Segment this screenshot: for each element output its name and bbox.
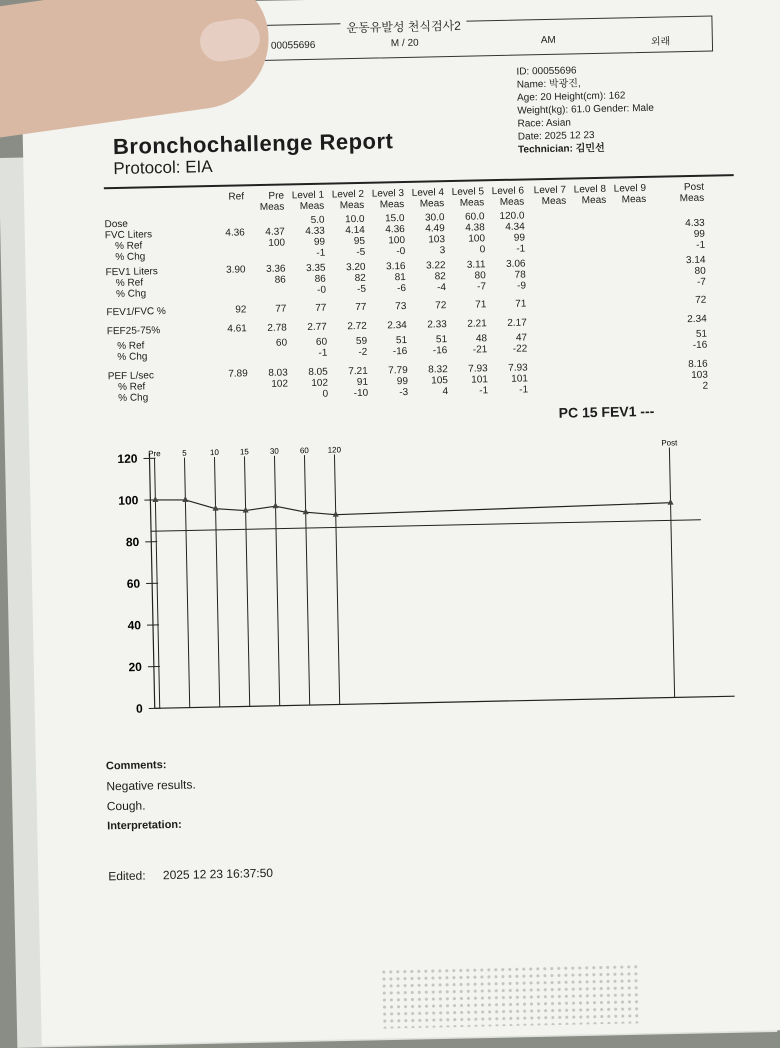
edited-label: Edited:	[108, 869, 146, 884]
table-cell: 2	[668, 381, 708, 393]
perforation-stamp	[380, 963, 641, 1028]
table-row-label: % Ref	[117, 340, 144, 352]
table-row-label: % Ref	[116, 277, 143, 289]
comments-label: Comments:	[106, 754, 196, 776]
table-cell: 8.05	[288, 367, 328, 379]
table-col-header: Post	[664, 182, 704, 194]
table-cell: 7.93	[448, 363, 488, 375]
table-cell: 3.90	[205, 264, 245, 276]
table-cell: 4.33	[665, 218, 705, 230]
table-cell: 4.36	[365, 224, 405, 236]
table-cell: -9	[486, 280, 526, 292]
table-cell	[529, 343, 569, 344]
table-cell: 81	[366, 272, 406, 284]
table-cell: 100	[365, 235, 405, 247]
table-cell: 80	[666, 266, 706, 278]
x-dose-line	[669, 447, 674, 697]
table-col-subheader: Meas	[444, 197, 484, 209]
header-sex-age: M / 20	[391, 38, 419, 50]
patient-date: Date: 2025 12 23	[518, 128, 655, 144]
table-cell	[607, 230, 647, 231]
table-col-subheader: Meas	[244, 202, 284, 214]
table-cell: -3	[368, 387, 408, 399]
report-title: Bronchochallenge Report	[113, 128, 394, 160]
y-tick-label: 0	[136, 702, 143, 716]
table-row-label: PEF L/sec	[108, 370, 154, 382]
table-cell	[607, 256, 647, 257]
table-col-header: Level 7	[526, 185, 566, 197]
table-cell: 2.21	[447, 318, 487, 330]
table-cell	[567, 220, 607, 221]
table-cell: 4	[408, 386, 448, 398]
fev1-data-point	[667, 499, 673, 505]
table-cell	[569, 342, 609, 343]
table-cell: 5.0	[284, 215, 324, 227]
table-cell: 60	[287, 337, 327, 349]
table-col-subheader: Meas	[606, 194, 646, 206]
patient-id: ID: 00055696	[516, 63, 653, 79]
fev1-data-point	[243, 506, 249, 512]
table-col-header: Level 4	[404, 187, 444, 199]
header-time: AM	[541, 35, 556, 46]
comment-line: Cough.	[107, 794, 197, 816]
table-cell: 3.20	[325, 262, 365, 274]
table-cell: 102	[288, 378, 328, 390]
table-cell	[244, 216, 284, 217]
pc15-label: PC 15 FEV1 ---	[558, 403, 654, 421]
table-cell: -0	[365, 246, 405, 258]
table-cell: -16	[667, 340, 707, 352]
table-cell	[609, 341, 649, 342]
table-cell	[567, 257, 607, 258]
fev1-data-point	[152, 496, 158, 502]
table-col-header: Level 2	[324, 189, 364, 201]
table-cell: 101	[448, 374, 488, 386]
table-cell: 77	[246, 303, 286, 315]
table-cell: 2.33	[407, 319, 447, 331]
table-cell: 3	[405, 245, 445, 257]
table-cell: 60	[247, 337, 287, 349]
table-cell	[606, 208, 646, 209]
table-cell: 2.17	[487, 317, 527, 329]
table-cell	[206, 286, 246, 287]
table-cell: 0	[445, 244, 485, 256]
table-cell: 4.61	[207, 323, 247, 335]
table-col-header: Pre	[244, 191, 284, 203]
table-cell: -1	[287, 348, 327, 360]
table-row-label: FVC Liters	[105, 229, 152, 241]
table-row-label: % Ref	[115, 240, 142, 252]
table-cell: 103	[668, 370, 708, 382]
table-cell: 4.36	[205, 227, 245, 239]
table-cell	[568, 268, 608, 269]
table-cell: -7	[666, 277, 706, 289]
table-row-label: Dose	[104, 219, 128, 230]
patient-name: Name: 박광진,	[517, 76, 654, 92]
x-dose-line	[334, 455, 339, 705]
table-cell: 4.34	[485, 221, 525, 233]
table-row-label: % Chg	[116, 288, 146, 300]
table-cell: 3.36	[245, 263, 285, 275]
patient-technician: Technician: 김민선	[518, 141, 655, 157]
table-col-header: Level 6	[484, 185, 524, 197]
table-cell	[205, 249, 245, 250]
y-axis	[149, 453, 154, 708]
comment-line: Negative results.	[106, 774, 196, 796]
table-cell	[530, 384, 570, 385]
table-cell	[608, 278, 648, 279]
table-cell	[208, 390, 248, 391]
table-cell	[528, 298, 568, 299]
table-cell: 73	[366, 301, 406, 313]
x-axis	[155, 695, 735, 708]
table-cell: 71	[446, 299, 486, 311]
table-cell: 2.78	[247, 322, 287, 334]
table-cell: 4.37	[245, 227, 285, 239]
patient-info	[516, 63, 654, 157]
table-cell: 3.35	[285, 263, 325, 275]
table-cell	[207, 338, 247, 339]
table-cell	[567, 242, 607, 243]
header-id: 00055696	[271, 40, 316, 52]
table-cell	[567, 231, 607, 232]
y-tick-label: 20	[128, 660, 142, 674]
header-type: 외래	[651, 32, 671, 47]
header-title: 운동유발성 천식검사2	[340, 17, 467, 37]
table-cell: 3.22	[405, 260, 445, 272]
table-cell	[570, 383, 610, 384]
table-cell: 0	[288, 389, 328, 401]
x-tick-label: 30	[270, 447, 280, 456]
table-cell	[526, 210, 566, 211]
threshold-line	[151, 520, 701, 532]
patient-age-height: Age: 20 Height(cm): 162	[517, 89, 654, 105]
table-col-subheader: Meas	[664, 193, 704, 205]
table-cell: -1	[665, 240, 705, 252]
table-cell: -10	[328, 388, 368, 400]
table-cell: -1	[485, 243, 525, 255]
table-cell	[527, 243, 567, 244]
table-cell: 77	[326, 302, 366, 314]
table-cell: 92	[206, 304, 246, 316]
y-tick-label: 100	[118, 493, 139, 507]
interpretation-label: Interpretation:	[107, 814, 197, 836]
table-cell: 8.03	[248, 367, 288, 379]
table-row-label: FEV1 Liters	[105, 266, 157, 278]
table-cell	[570, 372, 610, 373]
table-col-subheader: Meas	[364, 199, 404, 211]
table-col-header: Level 9	[606, 183, 646, 195]
table-cell: 77	[286, 303, 326, 315]
table-cell: 71	[486, 298, 526, 310]
table-cell: 99	[485, 232, 525, 244]
table-col-subheader: Meas	[566, 195, 606, 207]
x-tick-label: Pre	[148, 449, 161, 458]
table-cell: -7	[446, 281, 486, 293]
fev1-data-point	[333, 511, 339, 517]
table-row-label: % Ref	[118, 381, 145, 393]
table-row-label: % Chg	[117, 351, 147, 363]
table-cell: 2.34	[367, 320, 407, 332]
table-cell	[609, 315, 649, 316]
table-cell	[529, 317, 569, 318]
table-row-label: % Chg	[118, 392, 148, 404]
table-cell: 8.16	[668, 359, 708, 371]
table-cell: -16	[367, 346, 407, 358]
table-cell: 2.34	[667, 314, 707, 326]
table-cell: 99	[368, 376, 408, 388]
table-cell: -1	[488, 384, 528, 396]
x-dose-line	[244, 456, 249, 706]
table-cell: 105	[408, 375, 448, 387]
table-cell: 4.49	[405, 223, 445, 235]
table-cell: 82	[406, 271, 446, 283]
table-cell	[528, 280, 568, 281]
table-cell: -5	[326, 284, 366, 296]
table-cell: -4	[406, 282, 446, 294]
x-tick-label: 15	[240, 447, 250, 456]
table-cell: 100	[245, 238, 285, 250]
table-cell: 95	[325, 236, 365, 248]
x-dose-line	[304, 455, 309, 705]
fev1-data-point	[182, 496, 188, 502]
table-cell	[609, 330, 649, 331]
x-tick-label: Post	[661, 438, 678, 447]
table-cell: -22	[487, 343, 527, 355]
table-cell	[527, 221, 567, 222]
table-cell	[568, 297, 608, 298]
table-cell: 10.0	[324, 214, 364, 226]
table-cell	[530, 362, 570, 363]
table-col-subheader: Meas	[404, 198, 444, 210]
x-dose-line	[214, 457, 219, 707]
table-cell: -5	[325, 247, 365, 259]
table-cell	[529, 332, 569, 333]
x-tick-label: 60	[300, 446, 310, 455]
table-col-subheader: Meas	[526, 196, 566, 208]
x-dose-line	[184, 458, 189, 708]
table-cell: 72	[666, 295, 706, 307]
patient-weight-gender: Weight(kg): 61.0 Gender: Male	[517, 102, 654, 118]
table-cell: 3.11	[445, 259, 485, 271]
table-row-label: FEF25-75%	[107, 325, 161, 337]
table-cell: 4.14	[325, 225, 365, 237]
table-cell: 103	[405, 234, 445, 246]
table-cell: 99	[285, 237, 325, 249]
table-col-header: Ref	[204, 191, 244, 203]
table-cell	[608, 296, 648, 297]
table-cell: 120.0	[484, 210, 524, 222]
table-cell	[528, 269, 568, 270]
table-cell: 82	[326, 273, 366, 285]
table-col-header: Level 1	[284, 190, 324, 202]
table-cell	[568, 279, 608, 280]
table-cell	[527, 258, 567, 259]
table-row-label: % Chg	[115, 251, 145, 263]
table-cell: -6	[366, 283, 406, 295]
table-cell: 7.89	[208, 368, 248, 380]
table-cell	[610, 360, 650, 361]
report-sheet	[20, 0, 780, 1046]
fev1-chart	[89, 431, 735, 734]
table-cell: 7.79	[368, 365, 408, 377]
table-cell	[610, 371, 650, 372]
table-cell: 4.38	[445, 222, 485, 234]
table-cell	[608, 267, 648, 268]
table-cell	[207, 349, 247, 350]
table-cell: 2.77	[287, 322, 327, 334]
y-tick-label: 120	[117, 452, 138, 466]
table-col-header: Level 5	[444, 186, 484, 198]
table-cell: 72	[406, 300, 446, 312]
table-cell	[527, 232, 567, 233]
y-tick-label: 40	[127, 618, 141, 632]
table-col-header: Level 3	[364, 188, 404, 200]
table-cell	[607, 219, 647, 220]
edited-value: 2025 12 23 16:37:50	[163, 866, 273, 882]
y-tick-label: 80	[126, 535, 140, 549]
table-col-subheader: Meas	[324, 200, 364, 212]
table-cell	[204, 216, 244, 217]
table-cell: 2.72	[327, 321, 367, 333]
table-cell	[607, 241, 647, 242]
table-cell: 91	[328, 377, 368, 389]
table-cell	[569, 316, 609, 317]
table-cell	[569, 331, 609, 332]
x-tick-label: 5	[182, 449, 187, 458]
table-cell: 102	[248, 378, 288, 390]
x-dose-line	[274, 456, 279, 706]
table-cell: 51	[407, 334, 447, 346]
table-cell: 48	[447, 333, 487, 345]
x-tick-label: 10	[210, 448, 220, 457]
table-row-label: FEV1/FVC %	[106, 306, 166, 318]
table-cell: 60.0	[444, 211, 484, 223]
table-cell: 101	[488, 373, 528, 385]
table-cell: 99	[665, 229, 705, 241]
table-cell: 30.0	[404, 212, 444, 224]
table-cell	[610, 382, 650, 383]
table-cell: -1	[448, 385, 488, 397]
fev1-data-point	[272, 502, 278, 508]
table-cell: 86	[246, 274, 286, 286]
table-cell: 100	[445, 233, 485, 245]
table-cell	[566, 209, 606, 210]
fev1-series-line	[155, 489, 670, 518]
table-cell: 8.32	[408, 364, 448, 376]
report-protocol: Protocol: EIA	[113, 157, 213, 179]
table-cell: -21	[447, 344, 487, 356]
table-cell: -0	[286, 285, 326, 297]
table-cell: -1	[285, 248, 325, 260]
table-col-subheader: Meas	[484, 196, 524, 208]
table-cell	[570, 361, 610, 362]
table-cell: 51	[367, 335, 407, 347]
table-cell: 3.06	[485, 258, 525, 270]
table-cell: -16	[407, 345, 447, 357]
table-cell: 7.21	[328, 366, 368, 378]
table-cell: 15.0	[364, 213, 404, 225]
table-col-subheader: Meas	[284, 201, 324, 213]
table-cell: 47	[487, 332, 527, 344]
table-cell: 78	[486, 269, 526, 281]
table-cell: 3.16	[365, 261, 405, 273]
table-cell: 86	[286, 274, 326, 286]
table-cell: 4.33	[285, 226, 325, 238]
table-cell	[530, 373, 570, 374]
table-cell: 80	[446, 270, 486, 282]
y-tick-label: 60	[127, 577, 141, 591]
edited-stamp	[108, 866, 273, 883]
table-cell: 3.14	[665, 255, 705, 267]
table-cell	[664, 207, 704, 208]
patient-race: Race: Asian	[517, 115, 654, 131]
table-cell: 7.93	[488, 362, 528, 374]
table-cell: 51	[667, 329, 707, 341]
x-tick-label: 120	[328, 445, 342, 454]
table-cell: -2	[327, 347, 367, 359]
table-col-header: Level 8	[566, 184, 606, 196]
table-cell: 59	[327, 336, 367, 348]
comments-block	[106, 754, 197, 836]
